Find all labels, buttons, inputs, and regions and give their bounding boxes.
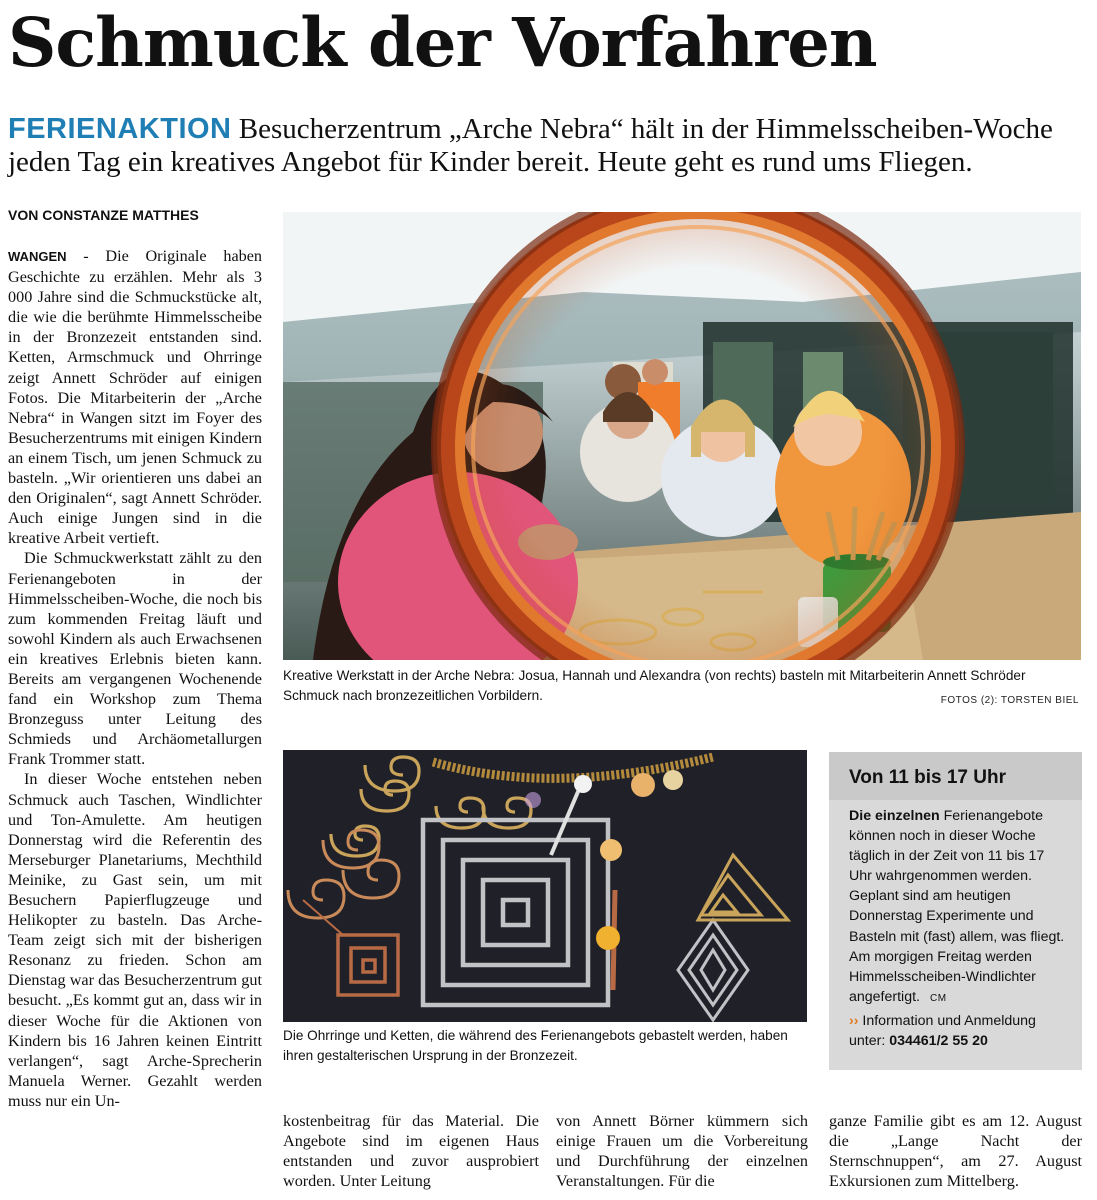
info-box <box>829 752 1082 1070</box>
deck-text: Besucherzentrum „Arche Nebra“ hält in der Himmelsscheiben-Woche jeden Tag ein kreatives Angebot für Kinder bereit. Heute geht es rund ums Fliegen. <box>8 113 1053 178</box>
article-column-1 <box>8 246 262 1196</box>
column-2-text: kostenbeitrag für das Material. Die Angebote sind im eigenen Haus entstanden und zuvor ausprobiert worden. Unter Leitung <box>283 1112 539 1191</box>
info-box-contact-label: Information und Anmeldung unter: <box>849 1013 1036 1049</box>
article-column-3 <box>556 1111 808 1199</box>
double-chevron-right-icon: ›› <box>849 1013 859 1029</box>
article-column-2 <box>283 1111 539 1199</box>
column-4-text: ganze Familie gibt es am 12. August die „Lange Nacht der Sternschnuppen“, am 27. August Exkursionen zum Mittelberg. <box>829 1112 1082 1191</box>
jewelry-photo <box>283 750 807 1022</box>
paragraph-1-text: - Die Originale haben Geschichte zu erzählen. Mehr als 3 000 Jahre sind die Schmuckstücke alt, die wie die berühmte Himmelsscheibe in der Bronzezeit entstanden sind. Ketten, Armschmuck und Ohrringe zeigt Annett Schröder auf einigen Fotos. Die Mitarbeiterin der „Arche Nebra“ in Wangen sitzt im Foyer des Besucherzentrums mit einigen Kindern an einem Tisch, um jenen Schmuck zu basteln. „Wir orientieren uns dabei an den Originalen“, sagt Annett Schröder. Auch einige Jungen sind in die kreative Arbeit vertieft. <box>8 247 262 548</box>
kicker: FERIENAKTION <box>8 113 232 145</box>
paragraph-3: In dieser Woche entstehen neben Schmuck auch Taschen, Windlichter und Ton-Amulette. Am heutigen Donnerstag wird die Referentin des Merseburger Planetariums, Mechthild Meinike, zu Gast sein, um mit Besuchern Papierflugzeuge und Helikopter zu basteln. Das Arche-Team zeigt sich mit der bisherigen Resonanz zu frieden. Schon am Dienstag war das Besucherzentrum gut besucht. „Es kommt gut an, dass wir in dieser Woche für die Aktionen von Kindern bis 16 Jahren keinen Eintritt verlangen“, sagt Arche-Sprecherin Manuela Werner. Gezahlt werden muss nur ein Un- <box>8 770 262 1110</box>
paragraph-2: Die Schmuckwerkstatt zählt zu den Ferienangeboten in der Himmelsscheiben-Woche, die noch bis zum kommenden Freitag läuft und sowohl Kindern als auch Erwachsenen ein kreatives Erlebnis bieten kann. Bereits am vergangenen Wochenende fand ein Workshop zum Thema Bronzeguss unter Leitung des Schmieds und Archäometallurgen Frank Trommer statt. <box>8 549 262 769</box>
info-box-text <box>849 806 1069 1009</box>
info-box-contact <box>849 1012 1074 1051</box>
info-box-body: Ferienangebote können noch in dieser Woche täglich in der Zeit von 11 bis 17 Uhr wahrgenommen werden. Geplant sind am heutigen Donnerstag Experimente und Basteln mit (fast) allem, was fliegt. Am morgigen Freitag werden Himmelsscheiben-Windlichter angefertigt. <box>849 808 1065 1005</box>
column-3-text: von Annett Börner kümmern sich einige Frauen um die Vorbereitung und Durchführung der einzelnen Veranstaltungen. Für die <box>556 1112 808 1191</box>
jewelry-photo-caption: Die Ohrringe und Ketten, die während des Ferienangebots gebastelt werden, haben ihren gestalterischen Ursprung in der Bronzezeit. <box>283 1028 788 1063</box>
article-column-4 <box>829 1111 1082 1199</box>
headline: Schmuck der Vorfahren <box>8 3 877 82</box>
dateline: WANGEN <box>8 249 67 264</box>
photo-credit: FOTOS (2): TORSTEN BIEL <box>940 695 1079 706</box>
workshop-photo <box>283 212 1081 660</box>
info-box-signature: CM <box>930 992 947 1004</box>
byline: VON CONSTANZE MATTHES <box>8 207 199 223</box>
info-box-lead: Die einzelnen <box>849 808 940 824</box>
phone-number: 034461/2 55 20 <box>889 1032 988 1049</box>
jewelry-photo-image <box>283 750 807 1022</box>
paragraph-1 <box>8 246 262 548</box>
deck <box>8 113 1088 179</box>
info-box-title: Von 11 bis 17 Uhr <box>849 767 1006 788</box>
workshop-photo-caption: Kreative Werkstatt in der Arche Nebra: Josua, Hannah und Alexandra (von rechts) basteln mit Mitarbeiterin Annett Schröder Schmuck nach bronzezeitlichen Vorbildern. <box>283 668 1026 703</box>
workshop-photo-image <box>283 212 1081 660</box>
